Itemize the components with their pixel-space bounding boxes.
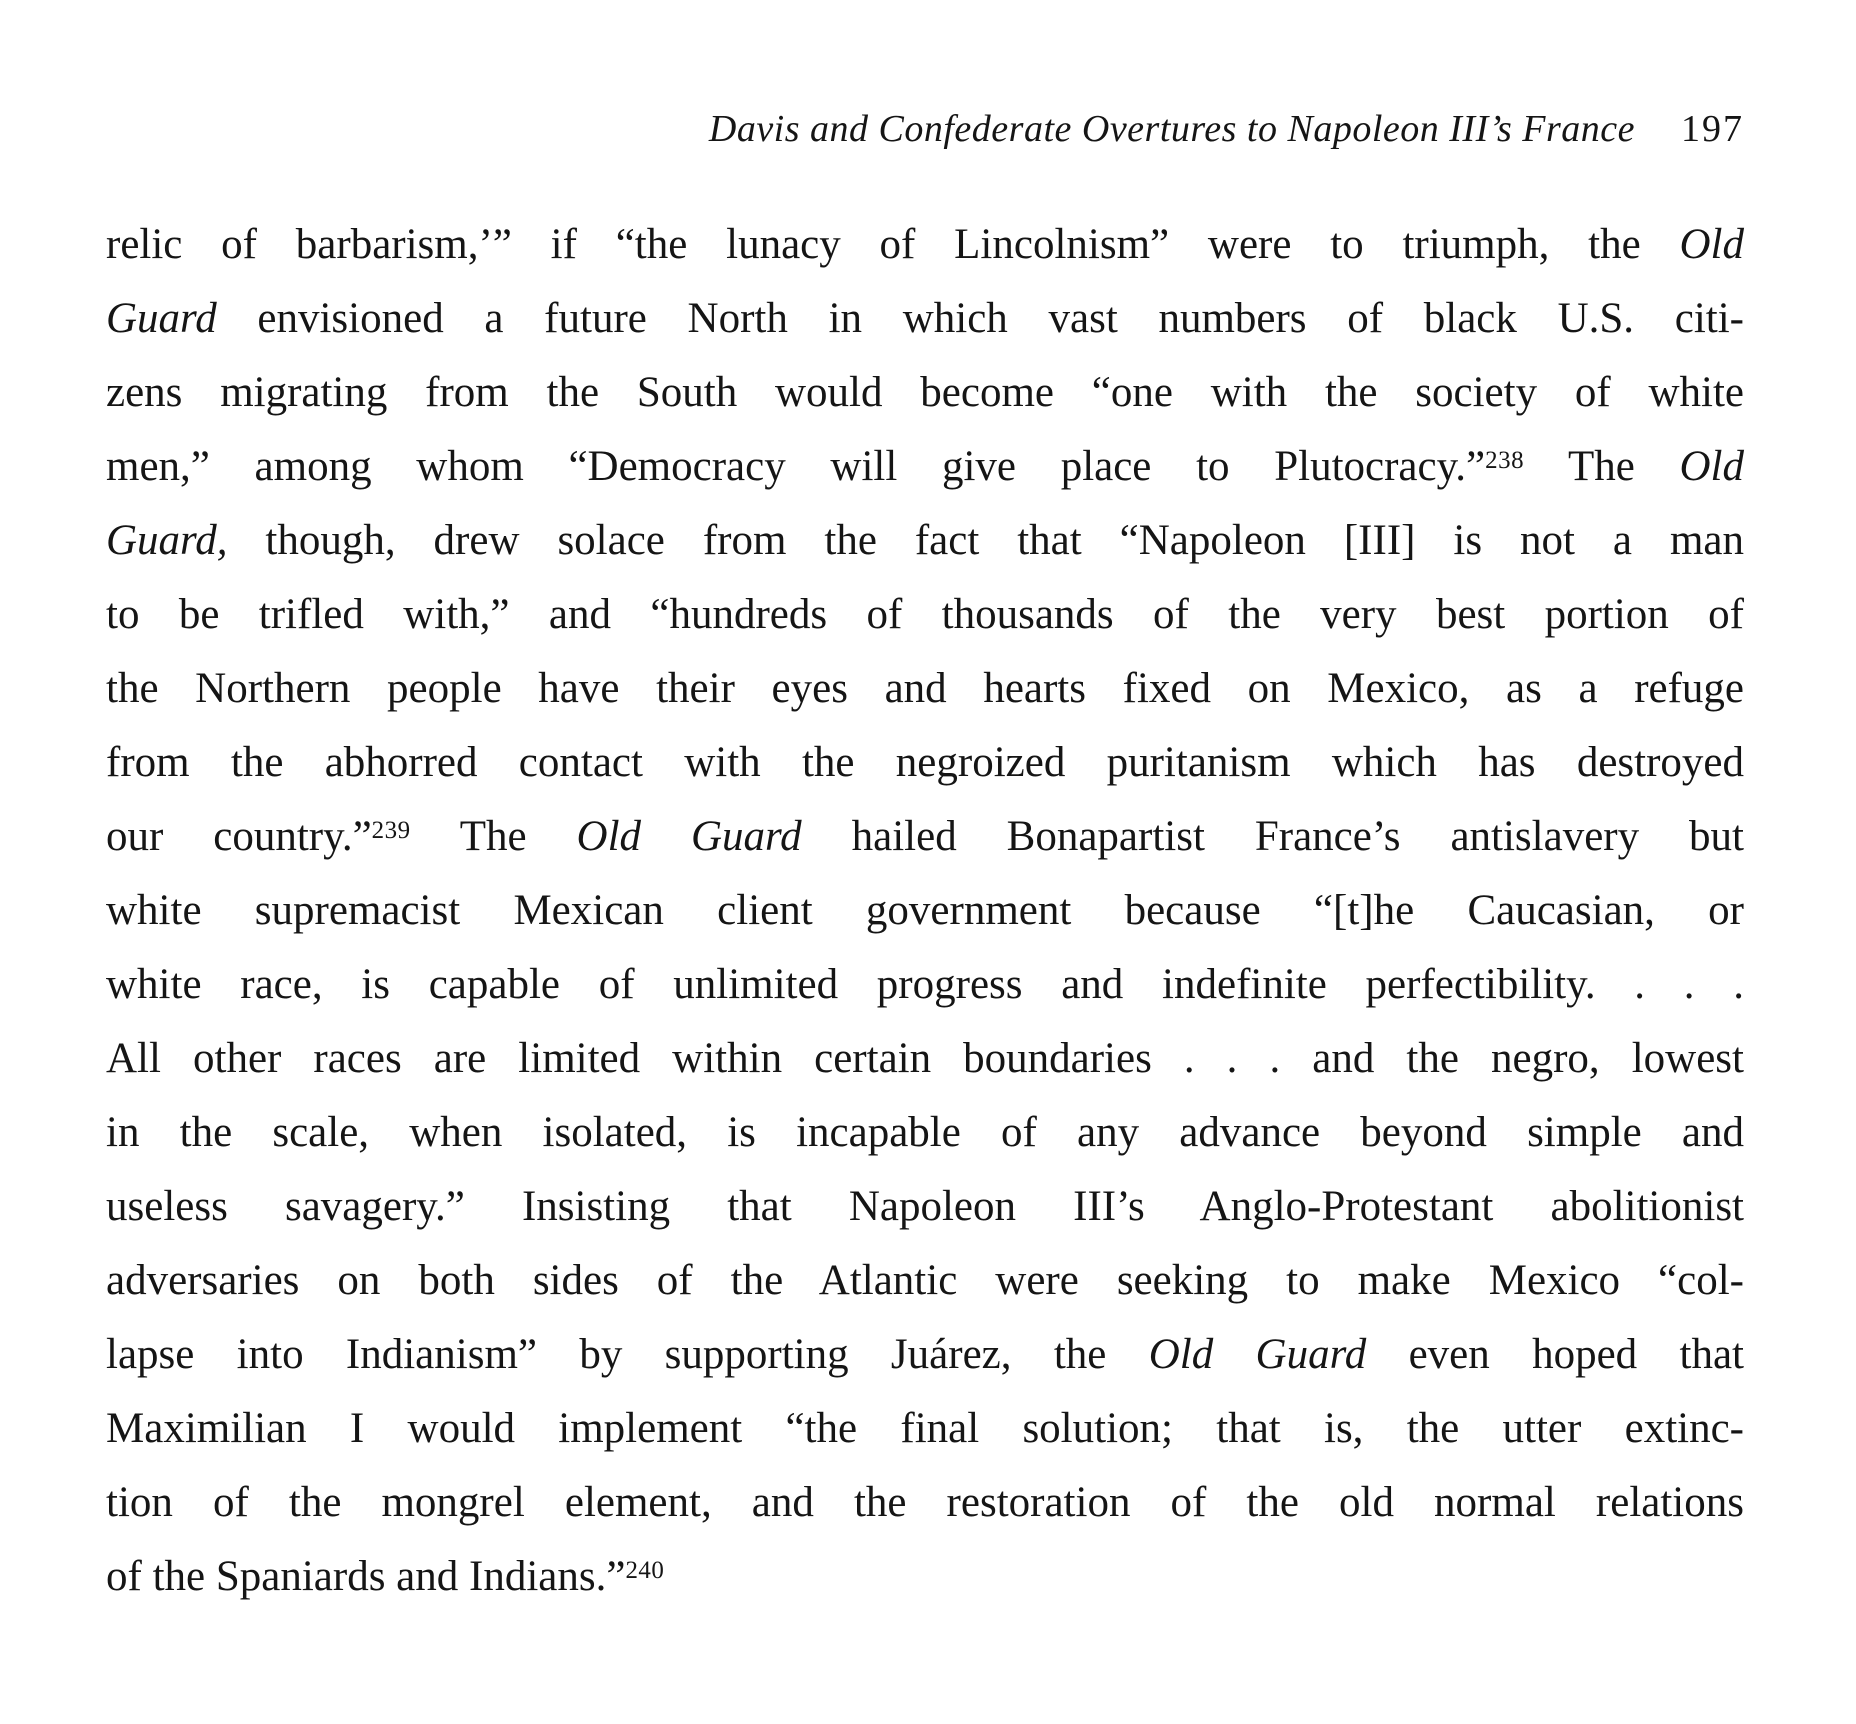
footnote-reference: 239 <box>371 817 411 845</box>
body-text-line <box>106 1022 1744 1096</box>
body-text-line <box>106 1318 1744 1392</box>
text-segment: lapse into Indianism” by supporting Juárez, the <box>106 1331 1149 1378</box>
body-text-line <box>106 726 1744 800</box>
body-text-line <box>106 504 1744 578</box>
text-segment: in the scale, when isolated, is incapable of any advance beyond simple and <box>106 1109 1744 1156</box>
text-segment: tion of the mongrel element, and the restoration of the old normal relations <box>106 1479 1744 1526</box>
body-text-line <box>106 356 1744 430</box>
italic-text: Old Guard <box>576 813 802 860</box>
text-segment: white race, is capable of unlimited progress and indefinite perfectibility. . . . <box>106 961 1744 1008</box>
running-header <box>106 106 1744 152</box>
body-text-line <box>106 1466 1744 1540</box>
text-segment: to be trifled with,” and “hundreds of thousands of the very best portion of <box>106 591 1744 638</box>
text-segment: our country.” <box>106 813 372 860</box>
body-text-line <box>106 874 1744 948</box>
text-segment: The <box>410 813 577 860</box>
italic-text: Old Guard <box>1148 1331 1367 1378</box>
text-segment: the Northern people have their eyes and hearts fixed on Mexico, as a refuge <box>106 665 1744 712</box>
body-text <box>106 208 1744 1614</box>
text-segment: from the abhorred contact with the negroized puritanism which has destroyed <box>106 739 1744 786</box>
text-segment: Maximilian I would implement “the final solution; that is, the utter extinc- <box>106 1405 1744 1452</box>
text-segment: The <box>1524 443 1680 490</box>
text-segment: white supremacist Mexican client government because “[t]he Caucasian, or <box>106 887 1744 934</box>
body-text-line <box>106 652 1744 726</box>
body-text-line <box>106 1392 1744 1466</box>
running-header-title: Davis and Confederate Overtures to Napoleon III’s France <box>708 108 1635 150</box>
page-number: 197 <box>1681 108 1744 150</box>
italic-text: Guard, <box>106 517 228 564</box>
body-text-line <box>106 1540 1744 1614</box>
body-text-line <box>106 1244 1744 1318</box>
body-text-line <box>106 1096 1744 1170</box>
text-segment: of the Spaniards and Indians.” <box>106 1553 626 1600</box>
text-segment: envisioned a future North in which vast numbers of black U.S. citi- <box>216 295 1744 342</box>
text-segment: even hoped that <box>1366 1331 1744 1378</box>
footnote-reference: 240 <box>625 1557 665 1585</box>
body-text-line <box>106 1170 1744 1244</box>
text-segment: adversaries on both sides of the Atlantic were seeking to make Mexico “col- <box>106 1257 1744 1304</box>
text-segment: though, drew solace from the fact that “Napoleon [III] is not a man <box>227 517 1744 564</box>
italic-text: Old <box>1679 443 1744 490</box>
italic-text: Old <box>1679 221 1744 268</box>
text-segment: All other races are limited within certain boundaries . . . and the negro, lowest <box>106 1035 1744 1082</box>
body-text-line <box>106 948 1744 1022</box>
text-segment: zens migrating from the South would become “one with the society of white <box>106 369 1744 416</box>
text-segment: men,” among whom “Democracy will give place to Plutocracy.” <box>106 443 1486 490</box>
footnote-reference: 238 <box>1485 447 1525 475</box>
body-text-line <box>106 430 1744 504</box>
body-text-line <box>106 282 1744 356</box>
body-text-line <box>106 800 1744 874</box>
italic-text: Guard <box>106 295 217 342</box>
text-segment: hailed Bonapartist France’s antislavery but <box>801 813 1744 860</box>
body-text-line <box>106 208 1744 282</box>
text-segment: useless savagery.” Insisting that Napoleon III’s Anglo-Protestant abolitionist <box>106 1183 1744 1230</box>
body-text-line <box>106 578 1744 652</box>
text-segment: relic of barbarism,’” if “the lunacy of Lincolnism” were to triumph, the <box>106 221 1680 268</box>
